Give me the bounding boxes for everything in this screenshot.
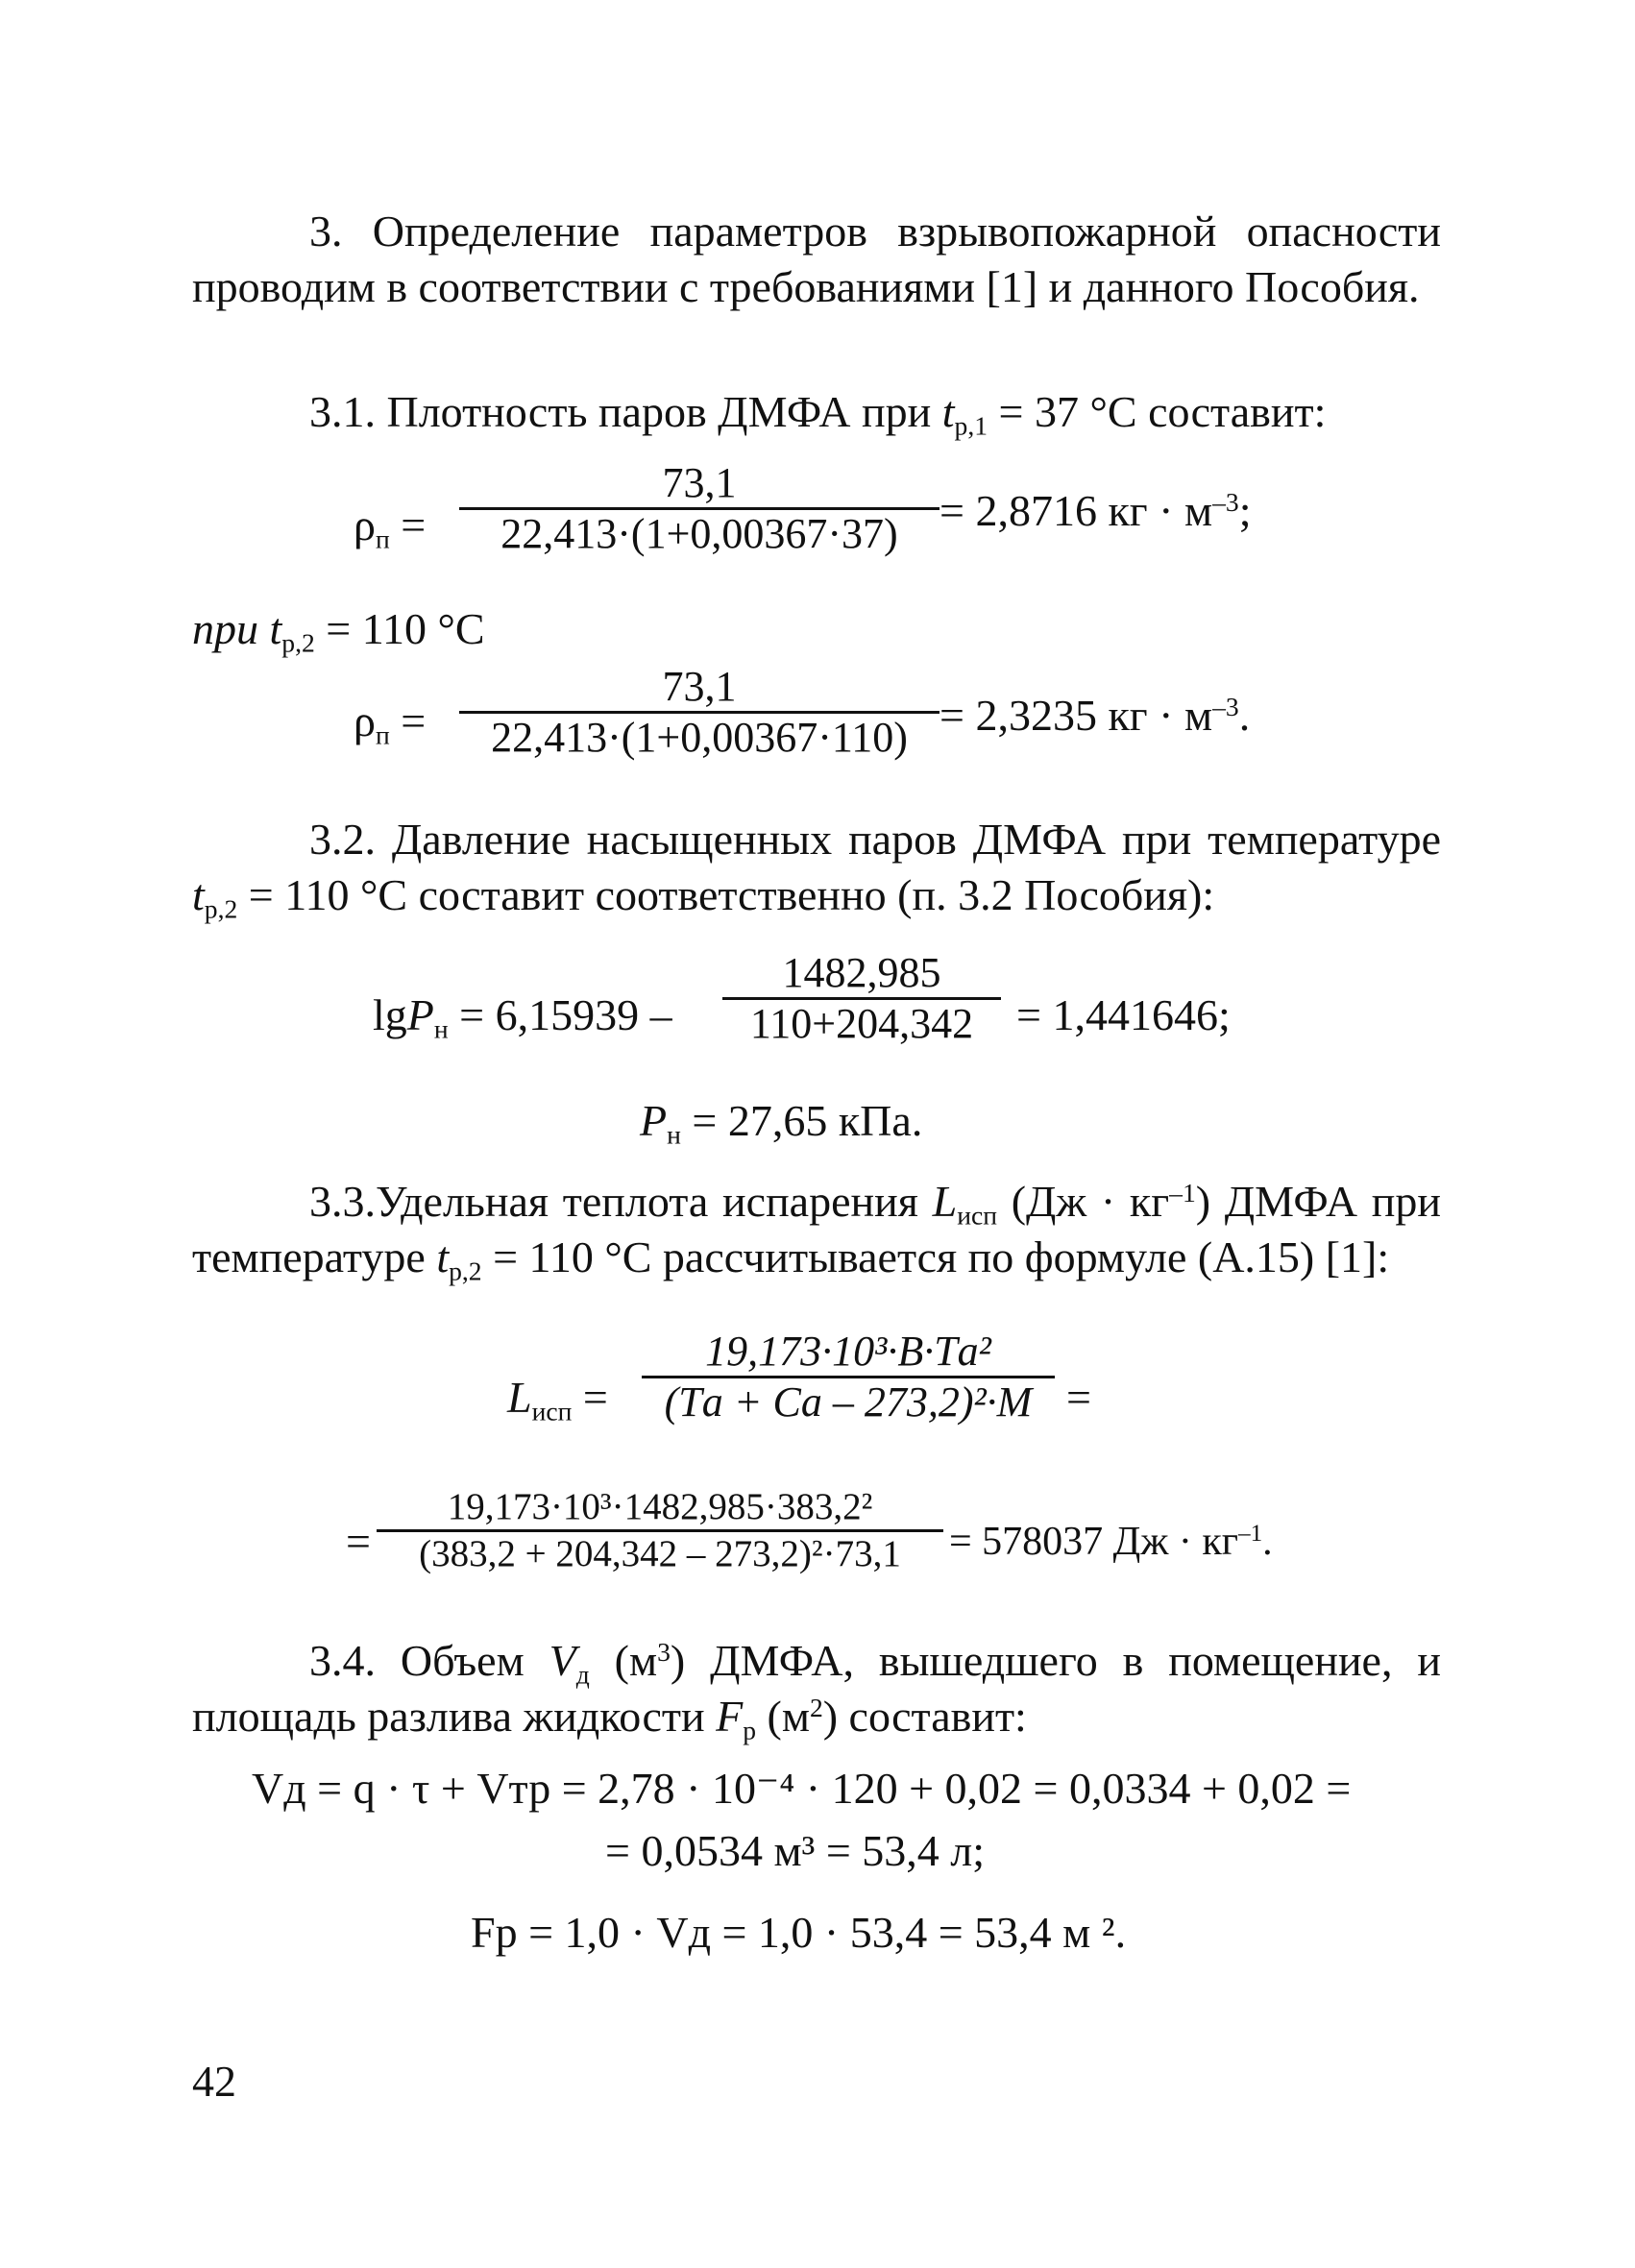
section-3-4-text: 3.4. Объем $V_д$ $(м^3)$ ДМФА, вышедшего в помещение, и площадь разлива жидкости $F_р$ $(м^2)$ составит: bbox=[192, 1636, 1441, 1745]
lg-fraction bbox=[722, 949, 1001, 1048]
eq1-rhs: = 2,8716 кг · $м^{-3}$; bbox=[940, 486, 1252, 535]
L-lhs: $L_{исп}$ = bbox=[507, 1373, 608, 1427]
s31-pre: 3.1. Плотность паров ДМФА при bbox=[309, 387, 942, 436]
Ln-numerator: 19,173·10³·1482,985·383,2² bbox=[447, 1486, 873, 1527]
eq2-lhs: $\rho_п$ = bbox=[354, 696, 427, 750]
L-denominator: (Tа + Cа – 273,2)²·M bbox=[664, 1378, 1033, 1426]
eq2-rhs: = 2,3235 кг · $м^{-3}$. bbox=[940, 691, 1251, 740]
volume-line-2: = 0,0534 м³ = 53,4 л; bbox=[605, 1826, 986, 1875]
lg-denominator: 110+204,342 bbox=[749, 1000, 974, 1047]
lg-lhs: lgP$_н$ = 6,15939 – bbox=[373, 990, 672, 1044]
s31-t-sub: р,1 bbox=[954, 410, 988, 441]
condition-110: при $t_{р,2} = 110$ °С bbox=[192, 604, 485, 658]
lg-numerator: 1482,985 bbox=[782, 949, 941, 996]
eq1-numerator: 73,1 bbox=[662, 459, 737, 506]
section-3-3-text: 3.3.Удельная теплота испарения $L_{исп}$ $(Дж \cdot кг^{-1})$ ДМФА при температуре $t_{р,2} = 110$ °С рассчитывается по формуле (А.15) [1]: bbox=[192, 1177, 1442, 1286]
eq1-fraction bbox=[459, 459, 940, 558]
eq1-denominator: 22,413·(1+0,00367·37) bbox=[500, 510, 898, 557]
Ln-lhs: = bbox=[346, 1517, 371, 1566]
L-rhs: = bbox=[1066, 1373, 1091, 1422]
lg-rhs: = 1,441646; bbox=[1016, 990, 1231, 1039]
s31-t: t bbox=[941, 387, 955, 436]
L-numerator: 19,173·10³·B·Tа² bbox=[705, 1328, 991, 1375]
pressure-result: $P_н = 27,65$ кПа. bbox=[640, 1096, 923, 1150]
Ln-rhs: = 578037 Дж · $кг^{-1}$. bbox=[949, 1520, 1273, 1564]
s31-post: = 37 °С составит: bbox=[988, 387, 1327, 436]
Ln-denominator: (383,2 + 204,342 – 273,2)²·73,1 bbox=[419, 1533, 901, 1574]
eq2-numerator: 73,1 bbox=[662, 663, 737, 710]
page-number: 42 bbox=[192, 2057, 236, 2106]
Ln-fraction bbox=[377, 1485, 943, 1576]
eq2-denominator: 22,413·(1+0,00367·110) bbox=[491, 714, 908, 761]
section-3-1-heading bbox=[309, 384, 1443, 440]
L-fraction bbox=[642, 1328, 1055, 1427]
section-3-2-text: 3.2. Давление насыщенных паров ДМФА при температуре $t_{р,2} = 110$ °С составит соответственно (п. 3.2 Пособия): bbox=[192, 815, 1441, 924]
section-3-intro: 3. Определение параметров взрывопожарной опасности проводим в соответствии с требованиями [1] и данного Пособия. bbox=[192, 207, 1441, 311]
volume-line-1: Vд = q · τ + Vтр = 2,78 · 10⁻⁴ · 120 + 0,02 = 0,0334 + 0,02 = bbox=[252, 1764, 1352, 1813]
eq1-lhs: $\rho_п$ = bbox=[354, 500, 427, 554]
area-line: Fр = 1,0 · Vд = 1,0 · 53,4 = 53,4 м ². bbox=[471, 1908, 1127, 1957]
eq2-fraction bbox=[459, 663, 940, 762]
